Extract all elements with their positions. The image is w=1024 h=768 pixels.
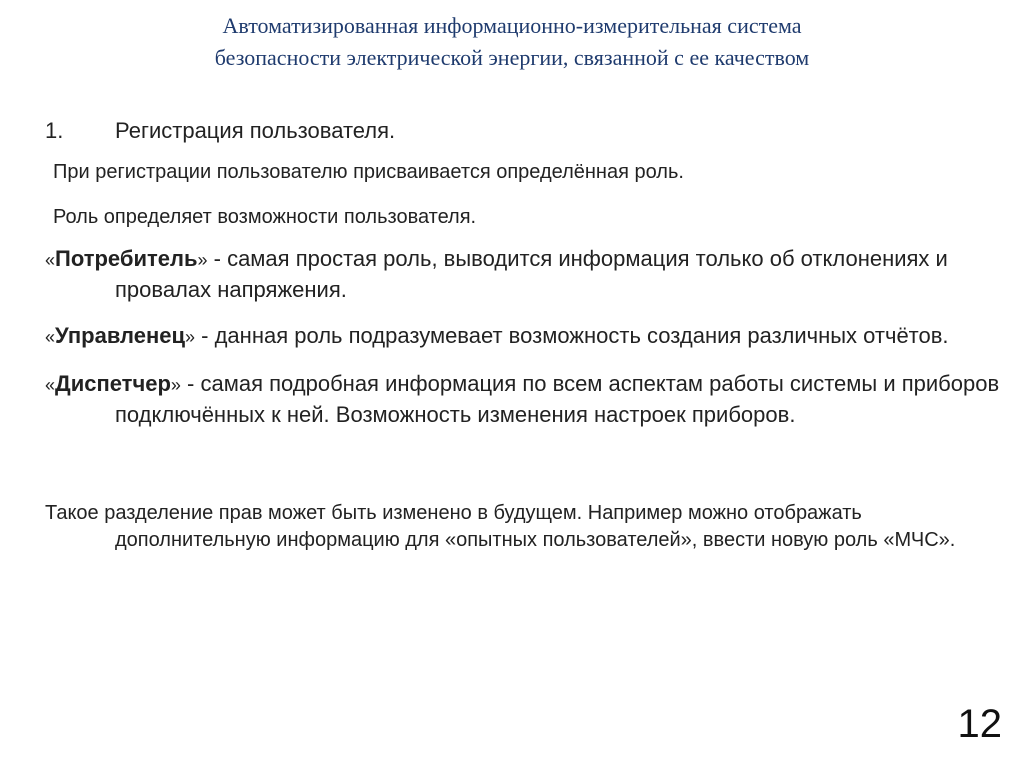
role-name: Потребитель [55, 246, 198, 271]
role-name: Диспетчер [55, 371, 171, 396]
role-name: Управленец [55, 323, 186, 348]
role-manager [45, 321, 1005, 352]
item-number: 1. [45, 118, 64, 143]
close-quote: » [170, 375, 181, 395]
slide-content [45, 116, 1005, 554]
role-consumer [45, 244, 1005, 304]
slide-title-line-1: Автоматизированная информационно-измерительная система [222, 13, 802, 38]
item-text: Регистрация пользователя. [115, 118, 396, 143]
page-number: 12 [957, 702, 1002, 746]
role-description: - самая простая роль, выводится информация только об отклонениях и провалах напряжения. [115, 246, 948, 302]
slide-title [0, 10, 1024, 74]
slide-title-line-2: безопасности электрической энергии, связанной с ее качеством [214, 45, 810, 70]
numbered-item [45, 116, 1005, 146]
close-quote: » [197, 250, 208, 270]
open-quote: « [45, 250, 56, 270]
paragraph-role-assignment: При регистрации пользователю присваивается определённая роль. [53, 161, 684, 183]
paragraph-role-capabilities: Роль определяет возможности пользователя. [53, 206, 477, 228]
role-description: - самая подробная информация по всем аспектам работы системы и приборов подключённых к ней. Возможность изменения настроек приборов. [115, 371, 1000, 427]
open-quote: « [45, 327, 56, 347]
future-note: Такое разделение прав может быть изменено в будущем. Например можно отображать дополнительную информацию для «опытных пользователей», ввести новую роль «МЧС». [45, 502, 956, 551]
role-dispatcher [45, 369, 1005, 429]
role-description: - данная роль подразумевает возможность создания различных отчётов. [195, 323, 949, 348]
close-quote: » [185, 327, 196, 347]
open-quote: « [45, 375, 56, 395]
